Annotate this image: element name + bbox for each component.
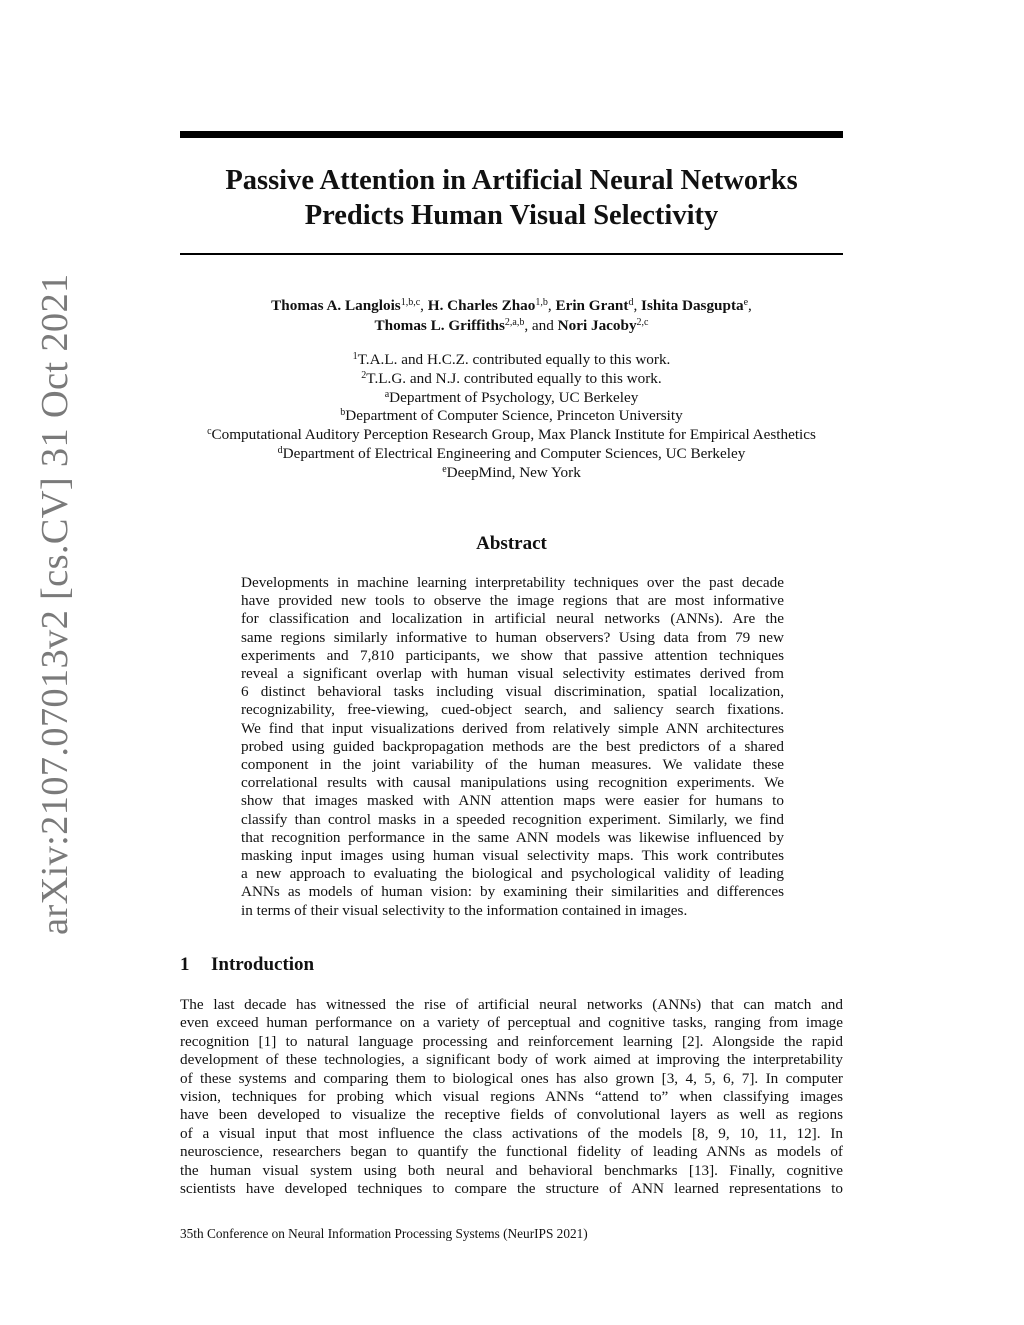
affiliation-item: $^c$Computational Auditory Perception Research Group, Max Planck Institute for Empirical Aesthetics [207, 426, 816, 444]
author-affiliation-marks: 2,c [636, 317, 649, 328]
abstract-line: in terms of their visual selectivity to the information contained in images. [241, 901, 688, 919]
intro-line: development of these technologies, a significant body of work aimed at improving the interpretability [180, 1051, 843, 1069]
abstract-line: correlational results with causal manipulations using recognition experiments. We [241, 774, 784, 792]
author-name: Ishita Dasgupta [641, 297, 744, 314]
author-affiliation-marks: e [743, 297, 749, 308]
intro-line: the human visual system using both neural and behavioral benchmarks [13]. Finally, cognitive [180, 1161, 843, 1179]
title-line-2: Predicts Human Visual Selectivity [304, 200, 719, 231]
abstract-line: have provided new tools to observe the image regions that are most informative [241, 592, 784, 610]
abstract-line: same regions similarly informative to human observers? Using data from 79 new [241, 628, 784, 646]
affiliation-item: $^d$Department of Electrical Engineering and Computer Sciences, UC Berkeley [277, 444, 746, 462]
abstract-line: masking input images using human visual selectivity maps. This work contributes [241, 847, 784, 865]
author-affiliation-marks: 2,a,b [504, 317, 525, 328]
intro-line: of a visual input that most influence the class activations of the models [8, 9, 10, 11, 12]. In [180, 1124, 843, 1142]
paper-title [180, 163, 843, 233]
affiliation-item: $^b$Department of Computer Science, Princeton University [340, 407, 683, 425]
author-line-2: Thomas L. Griffiths$^{2,a,b}$, and Nori Jacoby$^{2,c}$ [374, 317, 649, 334]
intro-line: even exceed human performance on a variety of perceptual and cognitive tasks, ranging from image [180, 1014, 843, 1032]
author-name: Erin Grant [555, 297, 629, 314]
author-name: Nori Jacoby [557, 317, 637, 334]
affiliation-item: $^1$T.A.L. and H.C.Z. contributed equally to this work. [352, 351, 671, 368]
section-heading-introduction [180, 954, 314, 976]
author-name: Thomas A. Langlois [271, 297, 401, 314]
author-affiliation-marks: 1,b [535, 297, 548, 308]
abstract-body [241, 574, 784, 920]
intro-line: The last decade has witnessed the rise of artificial neural networks (ANNs) that can match and [180, 996, 843, 1013]
intro-line: recognition [1] to natural language processing and reinforcement learning [2]. Alongside the rapid [180, 1032, 843, 1050]
abstract-line: reveal a significant overlap with human visual selectivity estimates derived from [241, 665, 784, 683]
title-bottom-rule [180, 253, 843, 255]
abstract-line: a new approach to evaluating the biological and psychological validity of leading [241, 865, 784, 883]
abstract-line: classify than control masks in a speeded recognition experiment. Similarly, we find [241, 810, 784, 828]
abstract-line: We find that input visualizations derived from relatively simple ANN architectures [241, 719, 784, 737]
author-affiliation-marks: 1,b,c [400, 297, 421, 308]
arxiv-identifier-stamp: arXiv:2107.07013v2 [cs.CV] 31 Oct 2021 [34, 273, 76, 935]
author-line-1: Thomas A. Langlois$^{1,b,c}$, H. Charles Zhao$^{1,b}$, Erin Grant$^d$, Ishita Dasgupta$^e$, [271, 297, 752, 314]
affiliation-item: $^2$T.L.G. and N.J. contributed equally to this work. [361, 369, 662, 387]
intro-line: have been developed to visualize the receptive fields of convolutional layers as well as regions [180, 1106, 843, 1124]
abstract-line: component in the joint variability of the human measures. We validate these [241, 756, 784, 774]
intro-line: of these systems and comparing them to biological ones has also grown [3, 4, 5, 6, 7]. In computer [180, 1069, 843, 1087]
author-name: Thomas L. Griffiths [374, 317, 505, 334]
author-list [180, 296, 843, 336]
intro-line: neuroscience, researchers began to quantify the functional fidelity of leading ANNs as models of [180, 1143, 843, 1161]
abstract-line: experiments and 7,810 participants, we show that passive attention techniques [241, 646, 784, 664]
affiliation-list [170, 351, 853, 483]
author-name: H. Charles Zhao [427, 297, 536, 314]
abstract-line: show that images masked with ANN attention maps were easier for humans to [241, 792, 784, 810]
abstract-line: Developments in machine learning interpretability techniques over the past decade [241, 574, 784, 591]
abstract-heading: Abstract [476, 533, 547, 554]
section-number: 1 [180, 954, 190, 975]
abstract-line: probed using guided backpropagation methods are the best predictors of a shared [241, 737, 784, 755]
abstract-line: ANNs as models of human vision: by examining their similarities and differences [241, 883, 784, 901]
abstract-line: that recognition performance in the same ANN models was likewise influenced by [241, 828, 784, 846]
abstract-line: 6 distinct behavioral tasks including visual discrimination, spatial localization, [241, 683, 784, 701]
affiliation-item: $^e$DeepMind, New York [442, 463, 581, 481]
intro-line: scientists have developed techniques to compare the structure of ANN learned representations to [180, 1180, 843, 1198]
section-title: Introduction [211, 954, 315, 975]
title-top-rule [180, 131, 843, 138]
conference-footnote: 35th Conference on Neural Information Processing Systems (NeurIPS 2021) [180, 1226, 588, 1241]
abstract-line: for classification and localization in artificial neural networks (ANNs). Are the [241, 610, 784, 628]
affiliation-item: $^a$Department of Psychology, UC Berkeley [384, 388, 639, 406]
author-affiliation-marks: d [628, 297, 634, 308]
title-line-1: Passive Attention in Artificial Neural Networks [225, 165, 798, 196]
abstract-line: recognizability, free-viewing, cued-object search, and saliency search fixations. [241, 701, 784, 719]
introduction-body [180, 996, 843, 1198]
intro-line: vision, techniques for probing which visual regions ANNs “attend to” when classifying images [180, 1088, 843, 1106]
